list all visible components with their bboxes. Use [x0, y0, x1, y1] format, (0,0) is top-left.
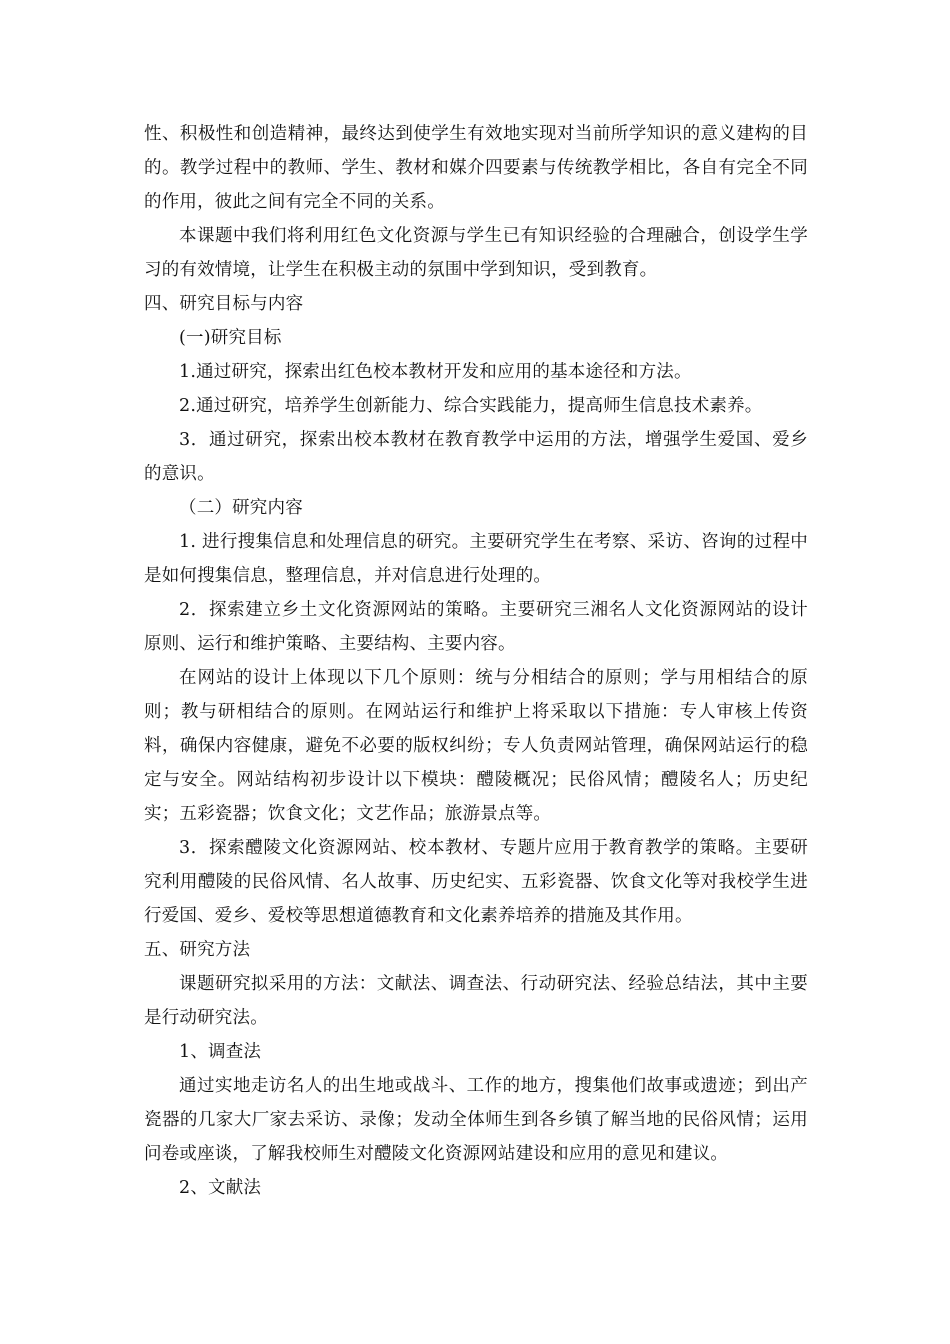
content-item-1: 1. 进行搜集信息和处理信息的研究。主要研究学生在考察、采访、咨询的过程中是如何搜集信息，整理信息，并对信息进行处理的。: [144, 532, 808, 586]
subheading-research-content: （二）研究内容: [179, 498, 303, 518]
section-heading-goals-content: 四、研究目标与内容: [144, 294, 304, 314]
subheading-survey-method: 1、调查法: [179, 1042, 262, 1062]
goal-item-3: 3．通过研究，探索出校本教材在教育教学中运用的方法，增强学生爱国、爱乡的意识。: [144, 430, 808, 484]
content-item-3: 3．探索醴陵文化资源网站、校本教材、专题片应用于教育教学的策略。主要研究利用醴陵的民俗风情、名人故事、历史纪实、五彩瓷器、饮食文化等对我校学生进行爱国、爱乡、爱校等思想道德教育和文化素养培养的措施及其作用。: [144, 838, 808, 926]
methods-overview-paragraph: 课题研究拟采用的方法：文献法、调查法、行动研究法、经验总结法，其中主要是行动研究法。: [144, 974, 808, 1028]
goal-item-2: 2.通过研究，培养学生创新能力、综合实践能力，提高师生信息技术素养。: [179, 396, 763, 416]
paragraph-continuation: 性、积极性和创造精神，最终达到使学生有效地实现对当前所学知识的意义建构的目的。教学过程中的教师、学生、教材和媒介四要素与传统教学相比，各自有完全不同的作用，彼此之间有完全不同的关系。: [144, 124, 808, 212]
subheading-literature-method: 2、文献法: [179, 1178, 262, 1198]
paragraph-project-approach: 本课题中我们将利用红色文化资源与学生已有知识经验的合理融合，创设学生学习的有效情境，让学生在积极主动的氛围中学到知识，受到教育。: [144, 226, 808, 280]
content-item-2: 2．探索建立乡土文化资源网站的策略。主要研究三湘名人文化资源网站的设计原则、运行和维护策略、主要结构、主要内容。: [144, 600, 808, 654]
subheading-research-goals: (一)研究目标: [179, 328, 282, 348]
survey-method-paragraph: 通过实地走访名人的出生地或战斗、工作的地方，搜集他们故事或遗迹；到出产瓷器的几家大厂家去采访、录像；发动全体师生到各乡镇了解当地的民俗风情；运用问卷或座谈，了解我校师生对醴陵文化资源网站建设和应用的意见和建议。: [144, 1076, 808, 1164]
website-principles-paragraph: 在网站的设计上体现以下几个原则：统与分相结合的原则；学与用相结合的原则；教与研相结合的原则。在网站运行和维护上将采取以下措施：专人审核上传资料，确保内容健康，避免不必要的版权纠纷；专人负责网站管理，确保网站运行的稳定与安全。网站结构初步设计以下模块：醴陵概况；民俗风情；醴陵名人；历史纪实；五彩瓷器；饮食文化；文艺作品；旅游景点等。: [144, 668, 808, 824]
document-body: [144, 117, 808, 1205]
goal-item-1: 1.通过研究，探索出红色校本教材开发和应用的基本途径和方法。: [179, 362, 692, 382]
section-heading-methods: 五、研究方法: [144, 940, 251, 960]
